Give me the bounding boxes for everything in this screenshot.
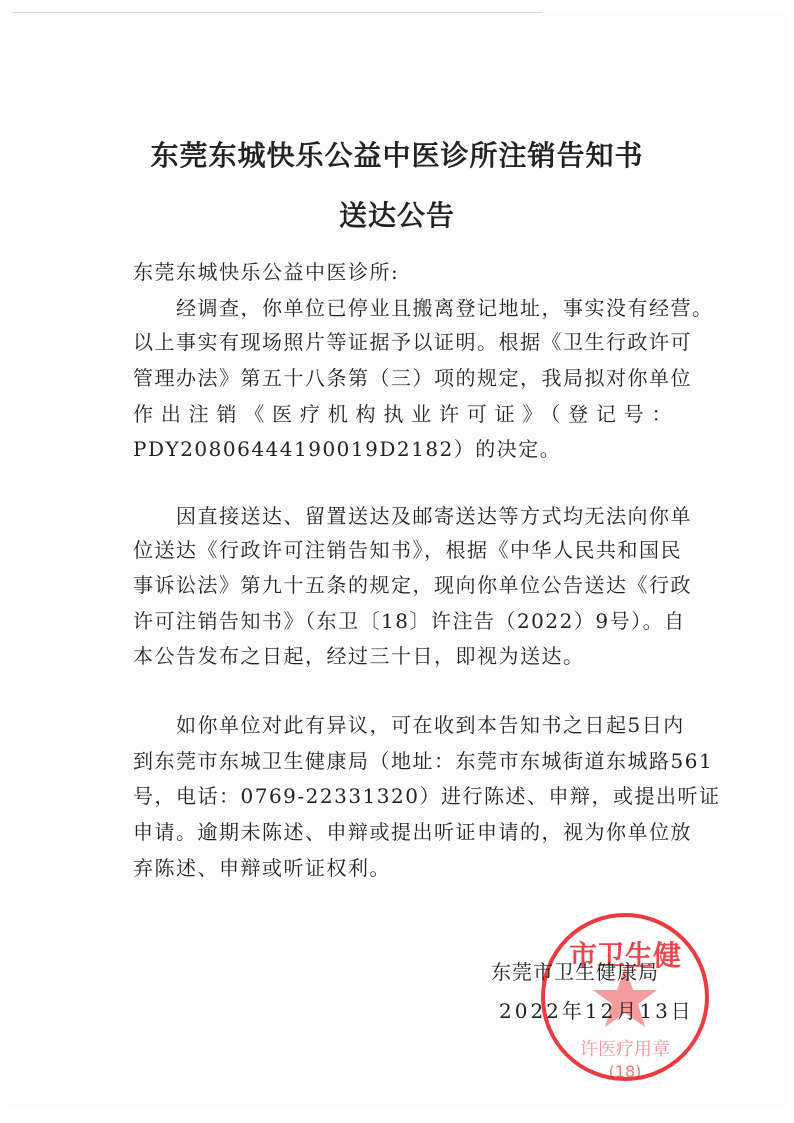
body-line: 事诉讼法》第九十五条的规定，现向你单位公告送达《行政 (133, 573, 692, 597)
body-line: 管理办法》第五十八条第（三）项的规定，我局拟对你单位 (133, 366, 692, 390)
body-line: 作出注销《医疗机构执业许可证》（登记号： (133, 402, 673, 426)
issuing-organization: 东莞市卫生健康局 (491, 960, 659, 984)
svg-text:市卫生健: 市卫生健 (568, 939, 682, 972)
document-title: 东莞东城快乐公益中医诊所注销告知书 (150, 139, 644, 172)
issue-date: 2022年12月13日 (499, 999, 694, 1023)
body-line: 以上事实有现场照片等证据予以证明。根据《卫生行政许可 (133, 330, 692, 354)
svg-text:(18): (18) (608, 1062, 642, 1081)
body-line: 许可注销告知书》（东卫〔18〕许注告（2022）9号）。自 (133, 609, 686, 633)
body-line: 位送达《行政许可注销告知书》，根据《中华人民共和国民 (133, 538, 682, 562)
body-line: 因直接送达、留置送达及邮寄送达等方式均无法向你单 (133, 504, 692, 528)
body-line: 号，电话：0769-22331320）进行陈述、申辩，或提出听证 (133, 784, 721, 808)
body-line: 如你单位对此有异议，可在收到本告知书之日起5日内 (133, 713, 685, 737)
body-line: 申请。逾期未陈述、申辩或提出听证申请的，视为你单位放 (133, 820, 692, 844)
body-line: 经调查，你单位已停业且搬离登记地址，事实没有经营。 (133, 296, 714, 320)
addressee: 东莞东城快乐公益中医诊所: (133, 260, 400, 284)
body-line: 到东莞市东城卫生健康局（地址：东莞市东城街道东城路561 (133, 749, 714, 773)
body-line: 弃陈述、申辩或听证权利。 (133, 856, 391, 880)
svg-text:许医疗用章: 许医疗用章 (580, 1039, 670, 1060)
body-line: PDY20806444190019D2182）的决定。 (133, 437, 562, 461)
document-subtitle: 送达公告 (338, 199, 455, 232)
scan-artifact-line (12, 12, 542, 13)
body-line: 本公告发布之日起，经过三十日，即视为送达。 (133, 644, 585, 668)
